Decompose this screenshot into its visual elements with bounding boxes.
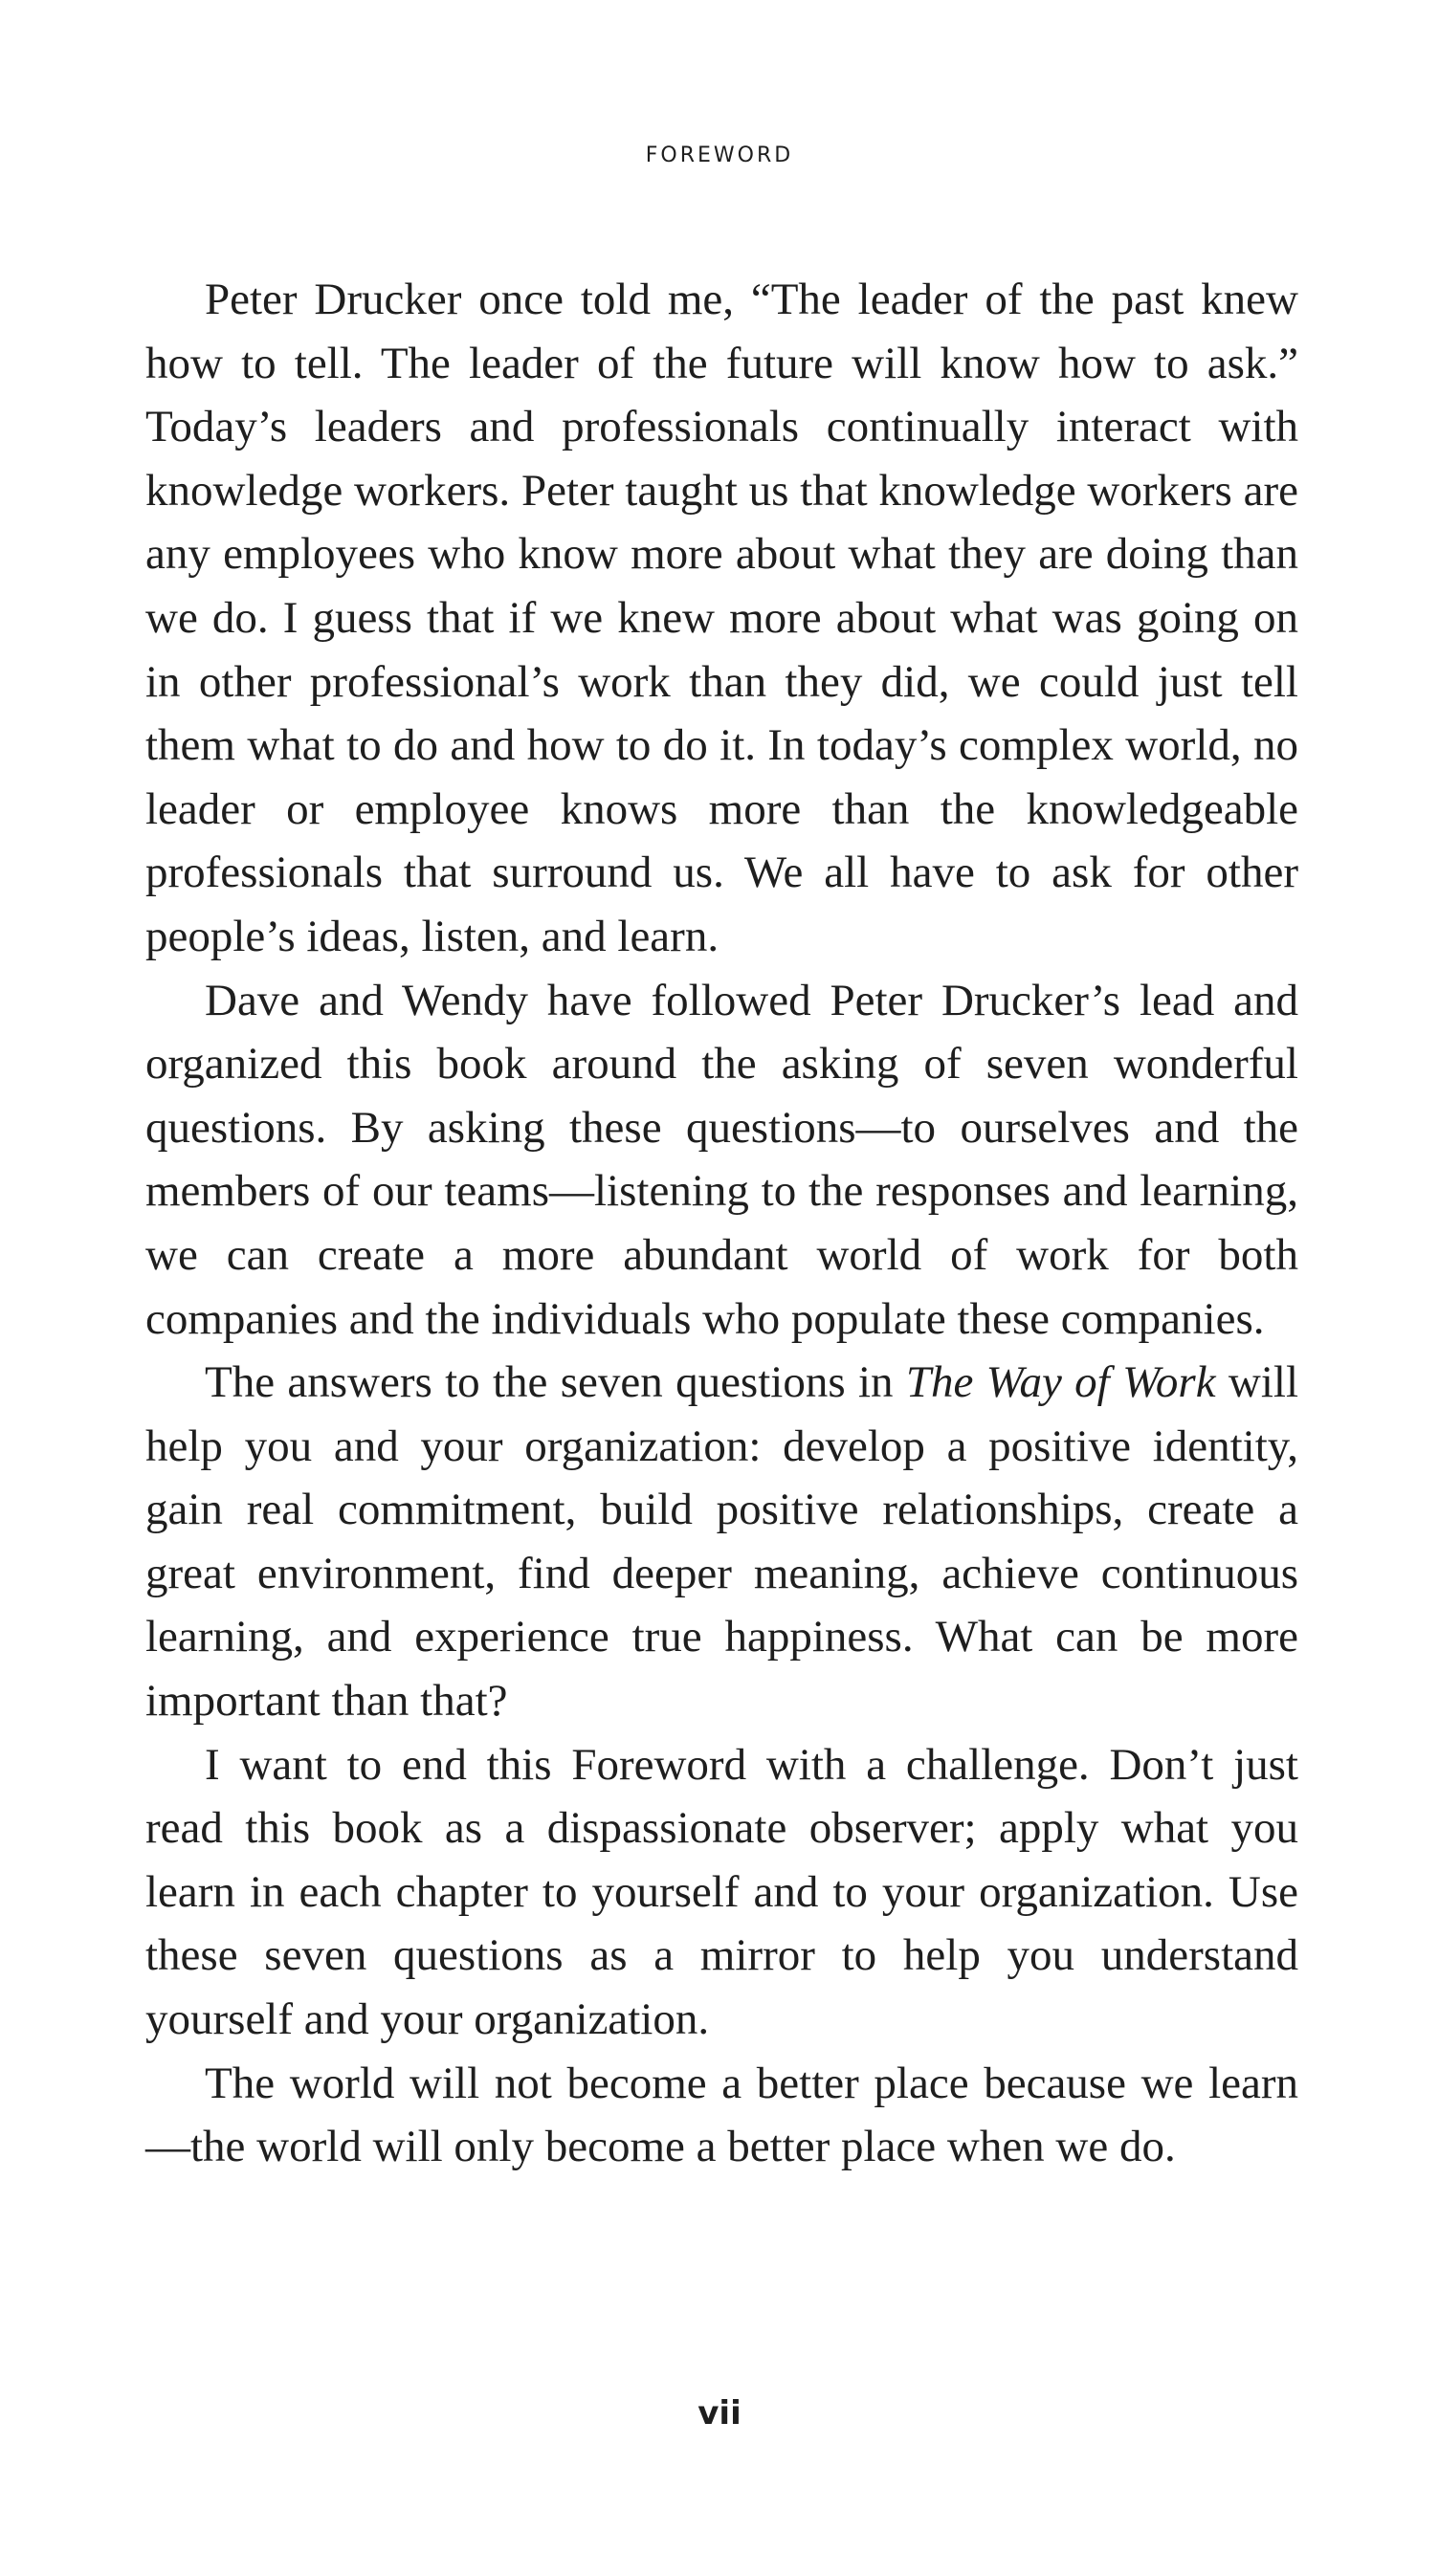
paragraph-3: [145, 1351, 1298, 1733]
foreword-body: [145, 268, 1298, 2179]
paragraph-4: I want to end this Foreword with a challenge. Don’t just read this book as a dispassionate observer; apply what you learn in each chapter to yourself and to your organization. Use these seven questions as a mirror to help you understand yourself and your organization.: [145, 1739, 1298, 2045]
book-title: The Way of Work: [905, 1357, 1216, 1408]
paragraph-5: The world will not become a better place because we learn—the world will only become a better place when we do.: [145, 2058, 1298, 2172]
paragraph-3-end: will help you and your organization: develop a positive identity, gain real commitment, build positive relationships, create a great environment, find deeper meaning, achieve continuous learning, and experience true happiness. What can be more important than that?: [145, 1357, 1299, 1727]
page-number: vii: [697, 2394, 742, 2433]
paragraph-2: Dave and Wendy have followed Peter Drucker’s lead and organized this book around the asking of seven wonderful questions. By asking these questions—to ourselves and the members of our teams—listening to the responses and learning, we can create a more abundant world of work for both companies and the individuals who populate these companies.: [145, 975, 1298, 1344]
paragraph-1: Peter Drucker once told me, “The leader of the past knew how to tell. The leader of the future will know how to ask.” Today’s leaders and professionals continually interact with knowledge workers. Peter taught us that knowledge workers are any employees who know more about what they are doing than we do. I guess that if we knew more about what was going on in other professional’s work than they did, we could just tell them what to do and how to do it. In today’s complex world, no leader or employee knows more than the knowledgeable professionals that surround us. We all have to ask for other people’s ideas, listen, and learn.: [145, 275, 1298, 961]
paragraph-3-start: The answers to the seven questions in: [205, 1357, 906, 1408]
running-head: FOREWORD: [645, 143, 794, 167]
